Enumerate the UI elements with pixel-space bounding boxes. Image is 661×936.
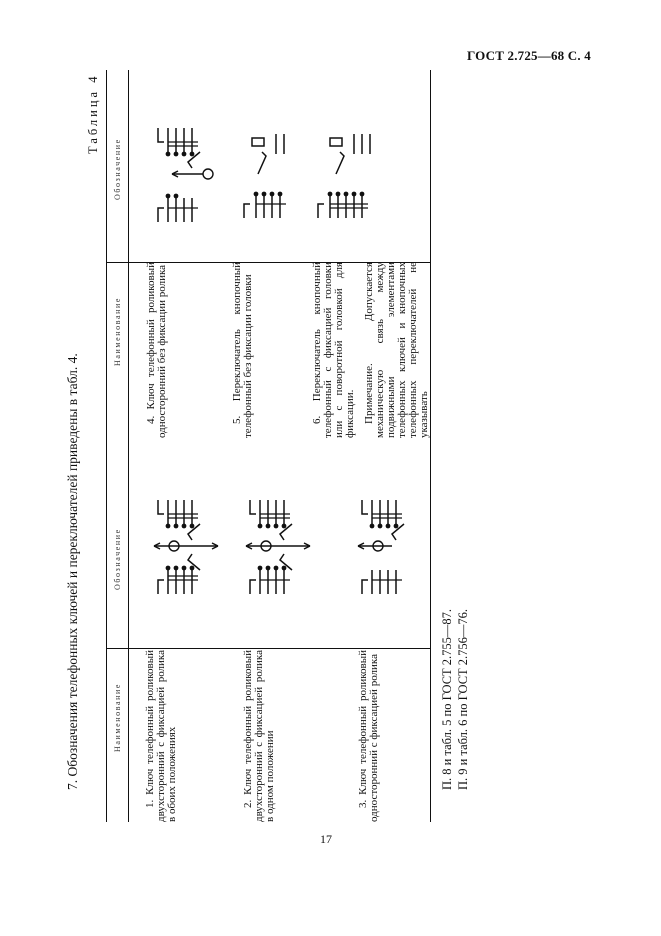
header-row-separator [106, 648, 430, 649]
table-label: Таблица 4 [86, 73, 100, 154]
push-button-switch-unfixed-symbol [238, 124, 302, 224]
row-3-name: 3. Ключ телефонный роликовый односторонний с фиксацией ролика [357, 650, 380, 822]
row-4-name: 4. Ключ телефонный роликовый односторонний без фиксации ролика [145, 262, 168, 438]
intro-text: 7. Обозначения телефонных ключей и переключателей приведены в табл. 4. [65, 353, 80, 790]
page-number: 17 [320, 832, 332, 846]
row-5-name: 5. Переключатель кнопочный телефонный без фиксации головки [231, 262, 254, 438]
table-border-right [430, 70, 431, 822]
row-2-name: 2. Ключ телефонный роликовый двухсторонний с фиксацией ролика в одном положении [242, 650, 276, 822]
center-separator [106, 70, 107, 440]
col-header-name: Наименование [113, 296, 122, 366]
table-border-left [128, 70, 129, 822]
row-1-name: 1. Ключ телефонный роликовый двухсторонний с фиксацией ролика в обоих положениях [144, 650, 178, 822]
roller-key-single-fixed-symbol [352, 494, 432, 602]
footnote-2: П. 9 и табл. 6 по ГОСТ 2.756—76. [456, 608, 470, 790]
col-header-symbol: Обозначение [113, 528, 122, 590]
col-header-name: Наименование [113, 682, 122, 752]
center-separator [106, 440, 107, 822]
roller-key-double-fixed-both-symbol [148, 494, 228, 602]
footnote-1: П. 8 и табл. 5 по ГОСТ 2.755—87. [440, 608, 454, 790]
col-header-symbol: Обозначение [113, 138, 122, 200]
roller-key-double-fixed-one-symbol [240, 494, 320, 602]
table-note: Примечание. Допускается механическую связь между подвижными элементами телефонных ключей и кнопочных телефонных переключателей не указывать [363, 262, 430, 438]
roller-key-single-unfixed-symbol [148, 122, 220, 230]
page-header: ГОСТ 2.725—68 С. 4 [466, 48, 591, 63]
row-6-name: 6. Переключатель кнопочный телефонный с фиксацией головки или с поворотной головкой для фиксации. Примечание. Допускается механическую связь между подвижными элементами телефонных ключей и кнопочных телефонных переключателей не указывать [311, 262, 430, 438]
push-button-switch-fixed-symbol [312, 124, 388, 224]
